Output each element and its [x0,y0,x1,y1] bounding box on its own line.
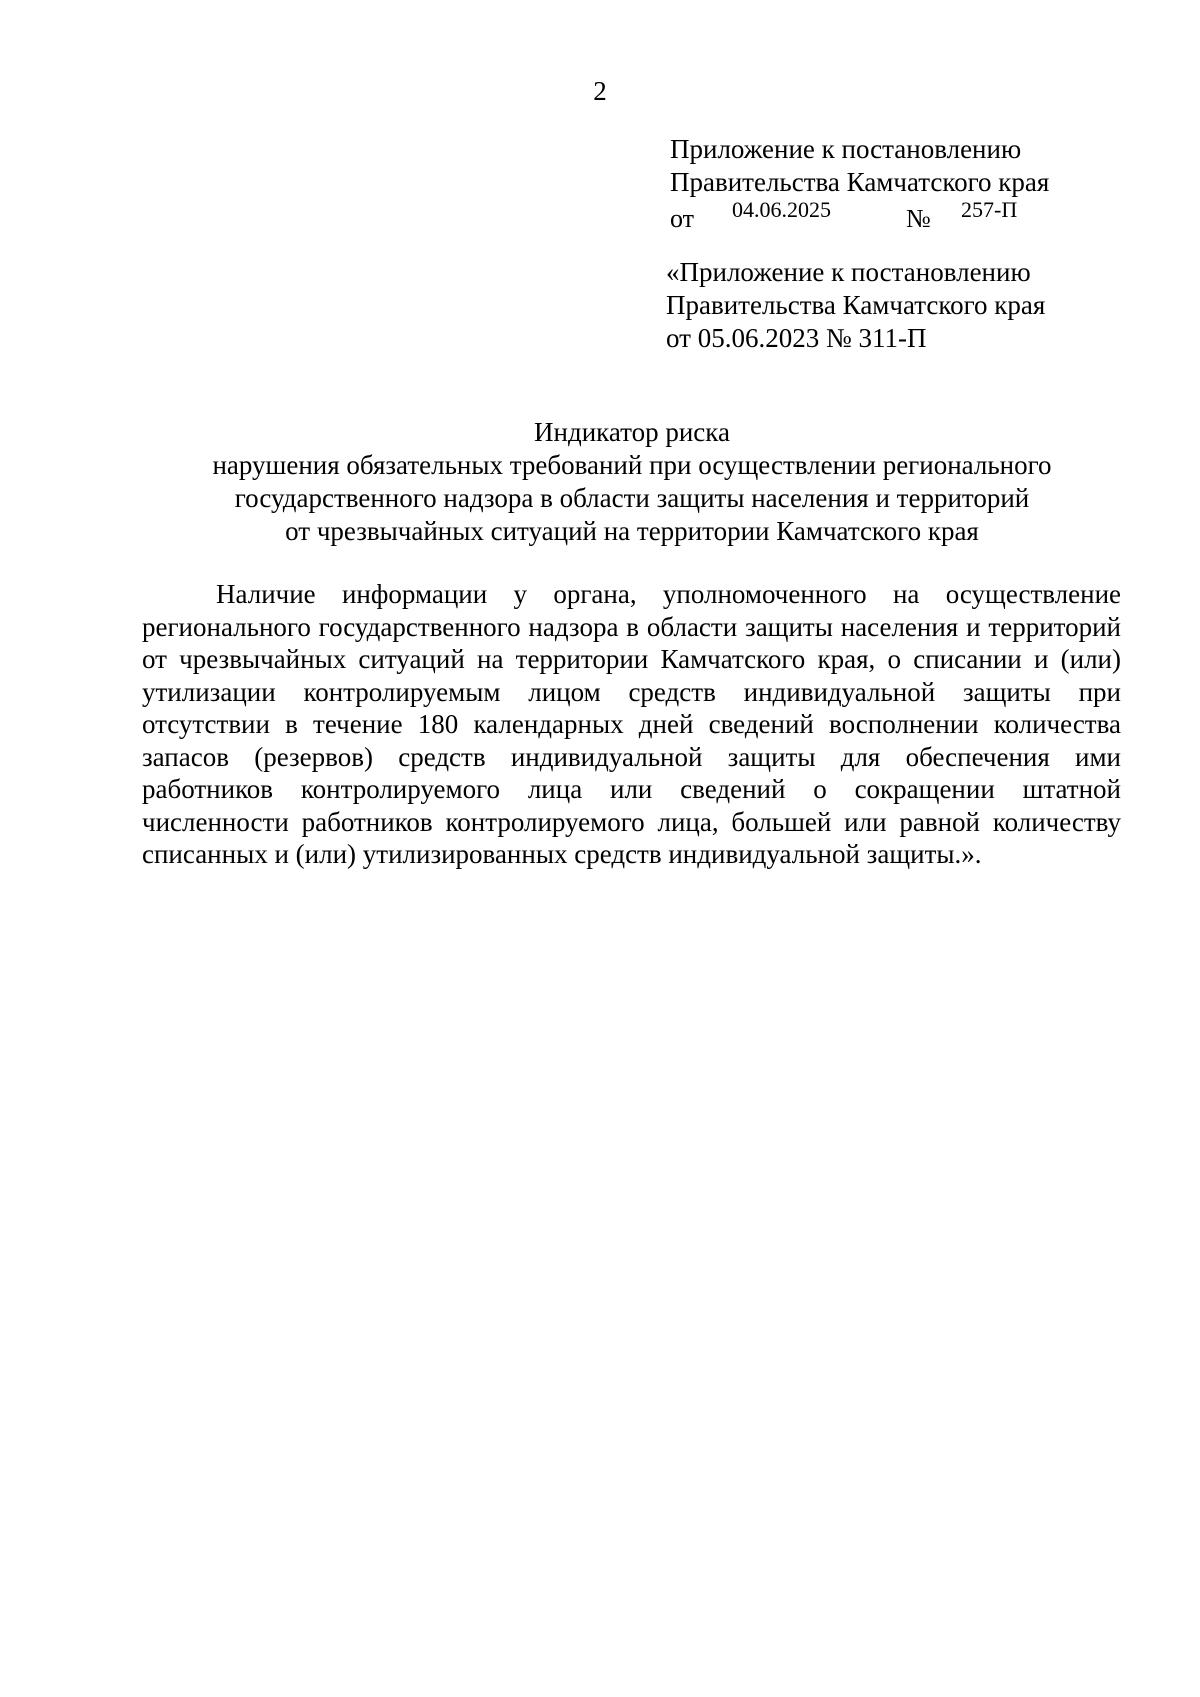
document-heading [0,416,1200,548]
annex-current-line2: Правительства Камчатского края [670,167,1050,197]
ot-label: от [670,204,695,233]
annex-previous-line3: от 05.06.2023 № 311-П [666,323,927,353]
annex-current-line1: Приложение к постановлению [670,134,1022,164]
heading-line3: государственного надзора в области защиты населения и территорий [234,483,1030,513]
annex-previous-line1: «Приложение к постановлению [666,257,1031,287]
annex-previous-line2: Правительства Камчатского края [666,290,1046,320]
decree-number: 257-П [961,197,1018,222]
decree-date: 04.06.2025 [732,197,831,222]
body-paragraph: Наличие информации у органа, уполномоченного на осуществление регионального государственного надзора в области защиты населения и территорий от чрезвычайных ситуаций на территории Камчатского края, о списании и (или) утилизации контролируемым лицом средств индивидуальной защиты при отсутствии в течение 180 календарных дней сведений восполнении количества запасов (резервов) средств индивидуальной защиты для обеспечения ими работников контролируемого лица или сведений о сокращении штатной численности работников контролируемого лица, большей или равной количеству списанных и (или) утилизированных средств индивидуальной защиты.». [142,579,1121,869]
number-sign: № [906,204,931,233]
heading-title: Индикатор риска [534,417,730,447]
annex-current-date-row [670,199,1049,233]
heading-line4: от чрезвычайных ситуаций на территории Камчатского края [285,516,979,546]
page-number: 2 [593,76,607,106]
annex-current-block [670,133,1049,233]
annex-previous-block [666,256,1045,355]
heading-line2: нарушения обязательных требований при осуществлении регионального [212,450,1052,480]
